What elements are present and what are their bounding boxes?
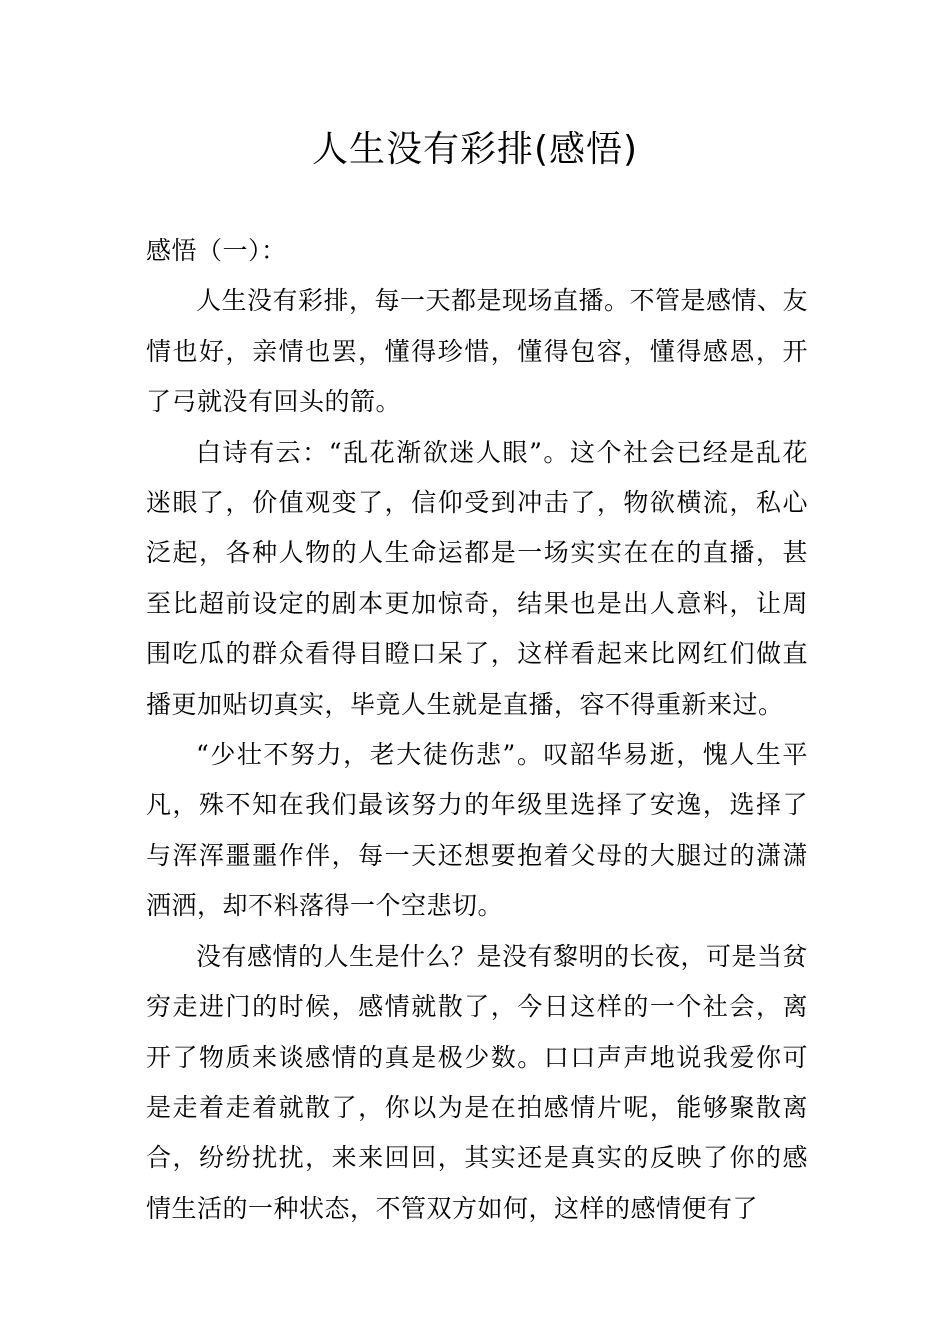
paragraph-4: 没有感情的人生是什么？是没有黎明的长夜，可是当贫穷走进门的时候，感情就散了，今日这样的一个社会，离开了物质来谈感情的真是极少数。口口声声地说我爱你可是走着走着就散了，你以为是在拍感情片呢，能够聚散离合，纷纷扰扰，来来回回，其实还是真实的反映了你的感情生活的一种状态，不管双方如何，这样的感情便有了 (146, 941, 809, 1223)
document-title: 人生没有彩排(感悟) (311, 129, 639, 170)
paragraph-2: 白诗有云：“乱花渐欲迷人眼”。这个社会已经是乱花迷眼了，价值观变了，信仰受到冲击了，物欲横流，私心泛起，各种人物的人生命运都是一场实实在在的直播，甚至比超前设定的剧本更加惊奇，结果也是出人意料，让周围吃瓜的群众看得目瞪口呆了，这样看起来比网红们做直播更加贴切真实，毕竟人生就是直播，容不得重新来过。 (146, 437, 808, 719)
paragraph-3: “少壮不努力，老大徒伤悲”。叹韶华易逝，愧人生平凡，殊不知在我们最该努力的年级里选择了安逸，选择了与浑浑噩噩作伴，每一天还想要抱着父母的大腿过的潇潇洒洒，却不料落得一个空悲切。 (146, 740, 808, 921)
section-label: 感悟（一）： (146, 236, 287, 265)
document-body (146, 226, 808, 1234)
paragraph-1: 人生没有彩排，每一天都是现场直播。不管是感情、友情也好，亲情也罢，懂得珍惜，懂得包容，懂得感恩，开了弓就没有回头的箭。 (146, 286, 809, 417)
